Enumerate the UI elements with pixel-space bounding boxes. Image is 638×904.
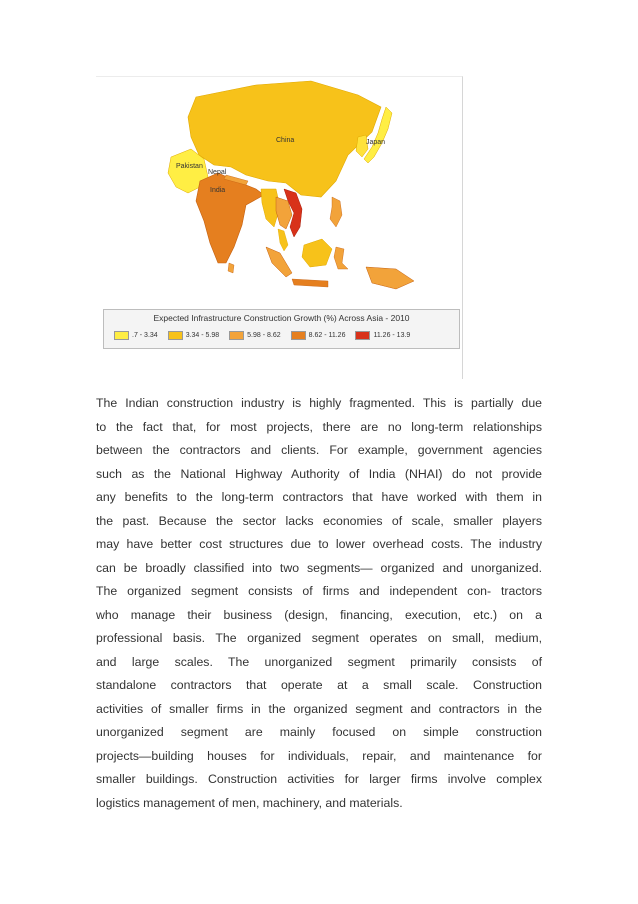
paragraph-line: between the contractors and clients. For example, government agencies [96,443,542,457]
legend-item [114,331,158,340]
legend-item [291,331,346,340]
body-paragraph [96,392,542,815]
paragraph-line: may have better cost structures due to lower overhead costs. The industry [96,537,542,551]
paragraph-line: can be broadly classified into two segments— organized and unorganized. [96,560,542,575]
legend-item [229,331,280,340]
paragraph-line: The organized segment consists of firms and independent con- tractors [96,584,542,598]
legend-item [355,331,410,340]
legend-label: 5.98 - 8.62 [247,332,281,339]
paragraph-line: such as the National Highway Authority of India (NHAI) do not provide [96,466,542,481]
paragraph-line: activities of smaller firms in the organized segment and contractors in the [96,701,542,716]
paragraph-line: any benefits to the long-term contractors that have worked with them in [96,490,542,504]
paragraph-line: The Indian construction industry is highly fragmented. This is partially due [96,396,542,410]
legend-swatch [229,331,244,340]
map-label-japan: Japan [366,139,386,146]
paragraph-line: projects—building houses for individuals, repair, and maintenance for [96,748,542,763]
map-region-borneo [302,239,332,267]
asia-growth-map-figure [96,76,463,379]
legend-swatch [114,331,129,340]
legend-swatch [168,331,183,340]
legend-label: .7 - 3.34 [132,332,158,339]
paragraph-line: and large scales. The unorganized segment primarily consists of [96,654,542,669]
map-label-china: China [276,137,295,144]
paragraph-line: who manage their business (design, financing, execution, etc.) on a [96,607,542,622]
legend-label: 3.34 - 5.98 [185,332,220,339]
map-region-sumatra [266,247,292,277]
legend-label: 11.26 - 13.9 [373,332,411,339]
legend-label: 8.62 - 11.26 [308,332,346,339]
legend-title: Expected Infrastructure Construction Growth (%) Across Asia - 2010 [153,313,410,323]
legend-swatch [291,331,306,340]
map-label-nepal: Nepal [208,169,227,176]
paragraph-line: standalone contractors that operate at a small scale. Construction [96,678,542,692]
legend-swatch [355,331,370,340]
paragraph-line: smaller buildings. Construction activities for larger firms involve complex [96,772,542,786]
map-region-india [196,173,264,263]
map-region-papua [366,267,414,289]
legend-item [168,331,219,340]
map-label-pakistan: Pakistan [176,163,203,170]
paragraph-line: professional basis. The organized segment operates on small, medium, [96,631,542,645]
legend-items [114,331,410,340]
map-label-india: India [210,187,226,194]
map-region-sulawesi [334,247,348,269]
paragraph-line: unorganized segment are mainly focused on simple construction [96,725,542,739]
asia-map [96,77,462,309]
map-region-philippines [330,197,342,227]
map-region-malaysia [278,229,288,251]
paragraph-line: the past. Because the sector lacks economies of scale, smaller players [96,513,542,528]
map-region-java [292,279,328,287]
paragraph-line: logistics management of men, machinery, and materials. [96,795,403,810]
map-region-sri-lanka [228,263,234,273]
paragraph-line: to the fact that, for most projects, there are no long-term relationships [96,419,542,434]
map-legend [103,309,460,349]
